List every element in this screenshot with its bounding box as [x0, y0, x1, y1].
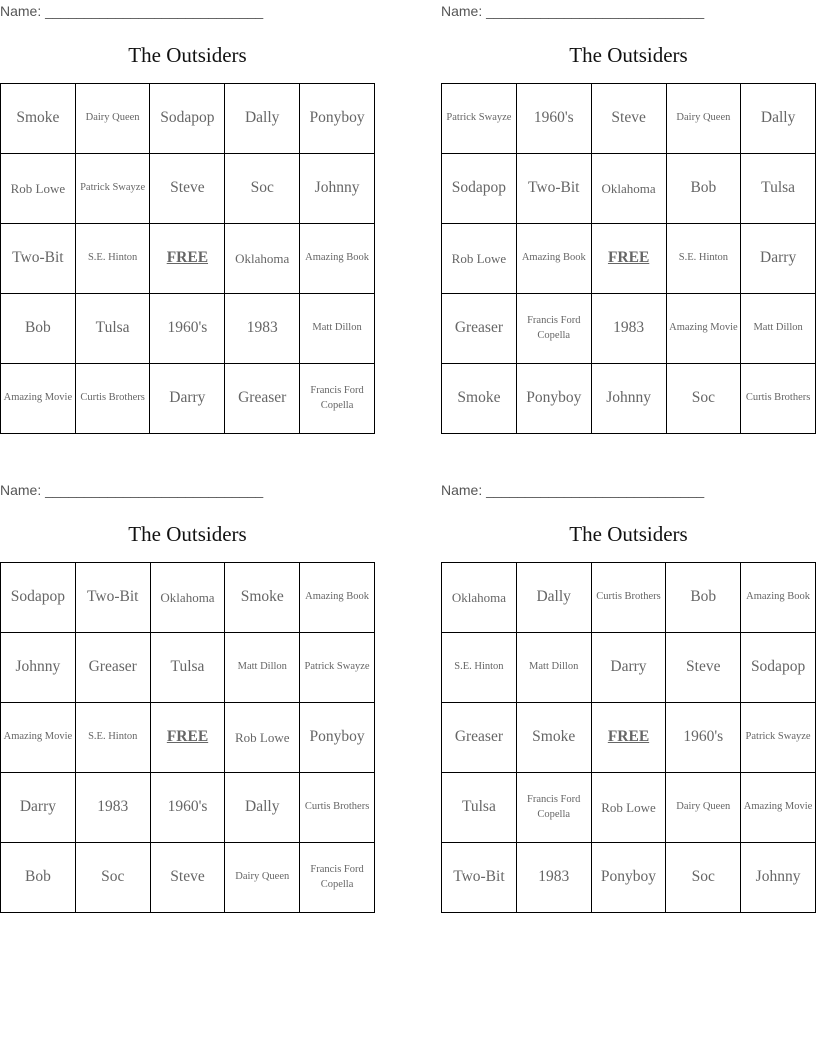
bingo-cell: 1983	[75, 773, 150, 843]
bingo-cell: Two-Bit	[75, 563, 150, 633]
name-field-label: Name: ____________________________	[441, 3, 705, 19]
grid-row	[442, 633, 816, 703]
bingo-cell: Bob	[1, 294, 76, 364]
bingo-cell: Dairy Queen	[225, 843, 300, 913]
bingo-cell: Patrick Swayze	[442, 84, 517, 154]
bingo-cell: Patrick Swayze	[75, 154, 150, 224]
bingo-cell: 1960's	[666, 703, 741, 773]
bingo-cell: Bob	[666, 563, 741, 633]
bingo-cell: Patrick Swayze	[300, 633, 375, 703]
bingo-cell: Soc	[666, 843, 741, 913]
bingo-cell: Ponyboy	[300, 84, 375, 154]
bingo-cell: Curtis Brothers	[300, 773, 375, 843]
bingo-cell: Bob	[1, 843, 76, 913]
bingo-cell: Dally	[225, 773, 300, 843]
bingo-cell: Smoke	[1, 84, 76, 154]
grid-row	[442, 84, 816, 154]
bingo-cell: Johnny	[591, 364, 666, 434]
bingo-cell: Amazing Book	[300, 224, 375, 294]
bingo-cell: Francis Ford Copella	[300, 843, 375, 913]
bingo-cell: Rob Lowe	[225, 703, 300, 773]
bingo-cell: Francis Ford Copella	[516, 294, 591, 364]
bingo-grid	[441, 83, 816, 434]
bingo-cell: Amazing Movie	[666, 294, 741, 364]
bingo-cell: Sodapop	[150, 84, 225, 154]
bingo-cell: Amazing Movie	[741, 773, 816, 843]
bingo-cell: Two-Bit	[516, 154, 591, 224]
bingo-cell: Francis Ford Copella	[516, 773, 591, 843]
grid-row	[442, 294, 816, 364]
bingo-cell: Curtis Brothers	[591, 563, 666, 633]
bingo-cell: Two-Bit	[1, 224, 76, 294]
grid-row	[1, 154, 375, 224]
bingo-cell: Darry	[741, 224, 816, 294]
bingo-cell: Smoke	[225, 563, 300, 633]
bingo-cell: Darry	[591, 633, 666, 703]
bingo-cell: 1983	[516, 843, 591, 913]
bingo-cell: Darry	[150, 364, 225, 434]
grid-row	[442, 154, 816, 224]
bingo-cell: Dairy Queen	[75, 84, 150, 154]
bingo-cell: Rob Lowe	[1, 154, 76, 224]
bingo-cell: 1960's	[150, 294, 225, 364]
bingo-cell: Sodapop	[1, 563, 76, 633]
bingo-cell: Steve	[150, 154, 225, 224]
bingo-cell: Matt Dillon	[225, 633, 300, 703]
bingo-cell: Tulsa	[75, 294, 150, 364]
grid-row	[1, 84, 375, 154]
bingo-cell: Dally	[225, 84, 300, 154]
bingo-cell: Steve	[150, 843, 225, 913]
bingo-cell: Johnny	[300, 154, 375, 224]
free-space-cell: FREE	[591, 224, 666, 294]
bingo-grid	[0, 562, 375, 913]
bingo-grid	[441, 562, 816, 913]
bingo-cell: S.E. Hinton	[442, 633, 517, 703]
bingo-cell: Soc	[225, 154, 300, 224]
bingo-cell: Greaser	[442, 294, 517, 364]
bingo-cell: 1960's	[150, 773, 225, 843]
bingo-cell: Oklahoma	[591, 154, 666, 224]
grid-row	[1, 364, 375, 434]
card-title: The Outsiders	[569, 43, 688, 67]
grid-row	[442, 773, 816, 843]
bingo-cell: Steve	[666, 633, 741, 703]
bingo-cell: Tulsa	[150, 633, 225, 703]
bingo-cell: Tulsa	[741, 154, 816, 224]
bingo-cell: 1983	[591, 294, 666, 364]
free-space-cell: FREE	[150, 703, 225, 773]
bingo-cell: Amazing Book	[516, 224, 591, 294]
bingo-cell: Curtis Brothers	[75, 364, 150, 434]
bingo-cell: Matt Dillon	[516, 633, 591, 703]
grid-row	[442, 703, 816, 773]
bingo-cell: Smoke	[442, 364, 517, 434]
bingo-cell: Curtis Brothers	[741, 364, 816, 434]
bingo-cell: Johnny	[741, 843, 816, 913]
bingo-cell: 1960's	[516, 84, 591, 154]
grid-row	[1, 294, 375, 364]
free-space-cell: FREE	[150, 224, 225, 294]
bingo-cell: Darry	[1, 773, 76, 843]
grid-row	[1, 773, 375, 843]
bingo-cell: Amazing Book	[741, 563, 816, 633]
name-field-label: Name: ____________________________	[0, 482, 264, 498]
bingo-cell: Oklahoma	[442, 563, 517, 633]
bingo-cell: Two-Bit	[442, 843, 517, 913]
bingo-cell: Ponyboy	[591, 843, 666, 913]
grid-row	[1, 633, 375, 703]
bingo-cell: Soc	[666, 364, 741, 434]
bingo-cell: Dally	[516, 563, 591, 633]
bingo-cell: Soc	[75, 843, 150, 913]
grid-row	[1, 703, 375, 773]
bingo-cell: Dairy Queen	[666, 84, 741, 154]
bingo-cell: Amazing Movie	[1, 703, 76, 773]
grid-row	[442, 563, 816, 633]
grid-row	[442, 224, 816, 294]
bingo-cell: Oklahoma	[150, 563, 225, 633]
grid-row	[1, 563, 375, 633]
bingo-cell: Sodapop	[741, 633, 816, 703]
bingo-cell: Johnny	[1, 633, 76, 703]
bingo-cell: S.E. Hinton	[75, 224, 150, 294]
bingo-cell: Amazing Movie	[1, 364, 76, 434]
bingo-cell: Dally	[741, 84, 816, 154]
bingo-cell: Dairy Queen	[666, 773, 741, 843]
grid-row	[1, 843, 375, 913]
card-title: The Outsiders	[128, 43, 247, 67]
bingo-cell: S.E. Hinton	[666, 224, 741, 294]
bingo-cell: Rob Lowe	[442, 224, 517, 294]
bingo-cell: Ponyboy	[516, 364, 591, 434]
bingo-cell: Matt Dillon	[300, 294, 375, 364]
free-space-cell: FREE	[591, 703, 666, 773]
bingo-cell: Greaser	[225, 364, 300, 434]
bingo-cell: Matt Dillon	[741, 294, 816, 364]
bingo-cell: Sodapop	[442, 154, 517, 224]
name-field-label: Name: ____________________________	[441, 482, 705, 498]
grid-row	[442, 364, 816, 434]
bingo-cell: Oklahoma	[225, 224, 300, 294]
grid-row	[442, 843, 816, 913]
grid-row	[1, 224, 375, 294]
bingo-cell: Tulsa	[442, 773, 517, 843]
bingo-cell: Greaser	[75, 633, 150, 703]
bingo-cell: Steve	[591, 84, 666, 154]
bingo-cell: S.E. Hinton	[75, 703, 150, 773]
bingo-cell: Patrick Swayze	[741, 703, 816, 773]
card-title: The Outsiders	[569, 522, 688, 546]
bingo-cell: Greaser	[442, 703, 517, 773]
bingo-cell: Amazing Book	[300, 563, 375, 633]
bingo-cell: Smoke	[516, 703, 591, 773]
name-field-label: Name: ____________________________	[0, 3, 264, 19]
bingo-cell: Rob Lowe	[591, 773, 666, 843]
bingo-cell: Bob	[666, 154, 741, 224]
bingo-grid	[0, 83, 375, 434]
card-title: The Outsiders	[128, 522, 247, 546]
bingo-cell: Francis Ford Copella	[300, 364, 375, 434]
bingo-cell: Ponyboy	[300, 703, 375, 773]
bingo-cell: 1983	[225, 294, 300, 364]
